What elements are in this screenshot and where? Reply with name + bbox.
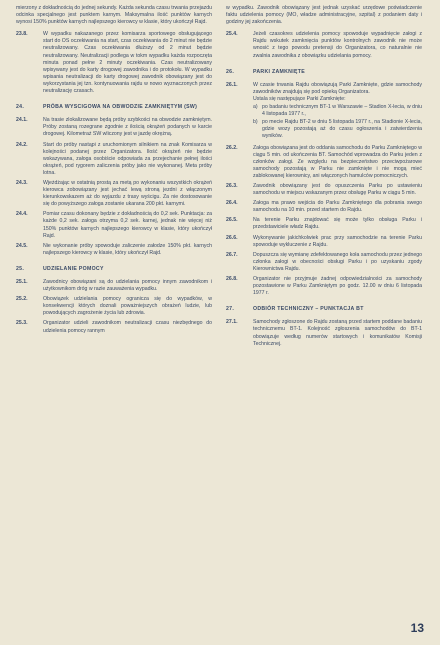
paragraph-number: 24.2. — [16, 141, 28, 148]
continued-paragraph: mierzony z dokładnością do jednej sekundy. Każda sekunda czasu trwania przejazdu odcinka specjalnego jest punktem karnym. Maksymalna ilość punktów karnych wynosi 150% punktów karnych najlepszego kierowcy w klasie, który ukończył Rajd. — [16, 5, 212, 26]
paragraph-26-7 — [226, 252, 422, 273]
paragraph-text: Wjeżdżając w ostatnią prostą za metą po wykonaniu wszystkich okrążeń kierowca zobowiązany jest jechać lewą stroną jezdni z włączonym kierunkowskazem aż do wyjazdu z trasy wyścigu. Za nie dostosowanie się do powyższego załoga zostanie ukarana 200 pkt. karnymi. — [43, 179, 212, 208]
parks-list — [253, 104, 422, 140]
paragraph-body — [253, 82, 422, 142]
paragraph-number: 26.3. — [226, 182, 238, 189]
section-title: PRÓBA WYSCIGOWA NA OBWODZIE ZAMKNIĘTYM (SW) — [43, 104, 198, 111]
section-number: 27. — [226, 306, 235, 313]
paragraph-number: 23.8. — [16, 31, 28, 38]
section-title: UDZIELANIE POMOCY — [43, 265, 104, 272]
right-column — [226, 5, 422, 351]
paragraph-26-4 — [226, 200, 422, 214]
paragraph-number: 24.1. — [16, 117, 28, 124]
paragraph-25-1 — [16, 279, 212, 293]
paragraph-26-1 — [226, 82, 422, 142]
paragraph-number: 25.4. — [226, 31, 238, 38]
paragraph-text: Załoga obowiązana jest do oddania samochodu do Parku Zamkniętego w ciągu 5 min. od ukończenia BT. Samochód wprowadza do Parku jeden z członków załogi. Ze względu na bezpieczeństwo przeciwpożarowe samochody pozostają w Parku nie zamknięte i nie mogą mieć zablokowanej kierownicy, ani włączonych hamulców pomocniczych. — [253, 144, 422, 179]
paragraph-number: 26.1. — [226, 81, 238, 88]
paragraph-number: 26.7. — [226, 251, 238, 258]
paragraph-text: Na trasie zlokalizowane będą próby szybkości na obwodzie zamkniętym. Próby zostaną rozegrane zgodnie z ilością okrążeń podanych w karcie drogowej. Kilometraż SW wliczony jest w jazdę okrężną. — [43, 117, 212, 138]
section-number: 26. — [226, 68, 235, 75]
paragraph-text: Zawodnik obowiązany jest do opuszczenia Parku po ustawieniu samochodu w miejscu wskazanym przez obsługę Parku w ciągu 5 min. — [253, 182, 422, 197]
paragraph-27-1 — [226, 319, 422, 347]
paragraph-text: W czasie trwania Rajdu obowiązują Parki Zamknięte, gdzie samochody zawodników znajdują się pod opieką Organizatora. — [253, 81, 422, 95]
paragraph-26-8 — [226, 276, 422, 297]
section-heading-25 — [16, 266, 212, 273]
paragraph-24-3 — [16, 180, 212, 208]
paragraph-number: 26.4. — [226, 200, 238, 207]
paragraph-24-4 — [16, 211, 212, 239]
paragraph-25-4 — [226, 31, 422, 59]
sublist-intro: Ustala się następujące Parki Zamknięte: — [253, 95, 346, 102]
section-heading-26 — [226, 69, 422, 76]
section-number: 25. — [16, 265, 25, 272]
list-item — [253, 119, 422, 140]
list-item-label: a) — [253, 104, 258, 111]
continued-paragraph: w wypadku. Zawodnik obowiązany jest jednak uzyskać urzędowe poświadczenie faktu udzielenia pomocy (MO, władze administracyjne, szpital) z podaniem daty i godziny jej zakończenia. — [226, 5, 422, 26]
paragraph-text: Nie wykonanie próby spowoduje zaliczenie załodze 150% pkt. karnych najlepszego kierowcy w klasie, który ukończył Rajd. — [43, 242, 212, 256]
list-item-label: b) — [253, 119, 258, 126]
paragraph-25-2 — [16, 296, 212, 317]
paragraph-text: Zawodnicy obowiązani są do udzielania pomocy innym zawodnikom i użytkownikom dróg w razie zauważenia wypadku. — [43, 279, 212, 293]
paragraph-text: Samochody zgłoszone do Rajdu zostaną przed startem poddane badaniu technicznemu BT-1. Kolejność zgłoszenia samochodów do BT-1 obowiązuje według numerów startowych i komunikatów Komisji Technicznej. — [253, 319, 422, 347]
paragraph-text: Załoga ma prawo wejścia do Parku Zamkniętego dla pobrania swego samochodu na 10 min. przed startem do Rajdu. — [253, 200, 422, 214]
paragraph-text: Dopuszcza się wymianę zdefektowanego koła samochodu przez jednego członka załogi w obecności obsługi Parku i po uzyskaniu zgody Kierownictwa Rajdu. — [253, 251, 422, 272]
paragraph-text: Wykonywanie jakichkolwiek prac przy samochodzie na terenie Parku spowoduje wykluczenie z Rajdu. — [253, 234, 422, 248]
paragraph-24-2 — [16, 142, 212, 177]
section-heading-27 — [226, 306, 422, 313]
paragraph-number: 25.2. — [16, 296, 28, 303]
paragraph-number: 24.3. — [16, 179, 28, 186]
paragraph-number: 26.2. — [226, 144, 238, 151]
section-title: PARKI ZAMKNIĘTE — [253, 68, 305, 75]
paragraph-number: 25.1. — [16, 279, 28, 285]
paragraph-text: Start do próby nastąpi z uruchomionym silnikiem na znak Komisarza w kolejności podanej przez Organizatora. Ilość okrążeń nie będzie wskazywana, załoga osobiście odpowiada za przejechanie pełnej ilości okrążeń, pod rygorem zaliczenia próby jako nie wykonanej. Meta próby lotna. — [43, 141, 212, 176]
paragraph-24-5 — [16, 243, 212, 257]
paragraph-text: W wypadku nakazanego przez komisarza sportowego obsługującego start do OS oczekiwania na start, czas oczekiwania do 2 minut nie będzie neutralizowany. Czas oczekiwania dłuższy od 2 minut będzie neutralizowany. Neutralizacji podlega w tokm wypadku każda rozpoczęta minuta ponad pełne 2 minuty oczekiwania. Czas neutralizowany wpisywany jest do karty drogowej zawodnika i do protokołu. W wypadku wpisania neutralizacji do karty drogowej zawodnik obowiązany jest do wykorzystania jej tzn. kontynuowania rajdu w nowo wyznaczonych przez neutralizację czasach. — [43, 31, 212, 95]
paragraph-text: Na terenie Parku znajdować się może tylko obsługa Parku i przedstawiciele władz Rajdu. — [253, 217, 422, 231]
paragraph-24-1 — [16, 117, 212, 138]
list-item-text: po badaniu technicznym BT-1 w Warszawie – Stadion X-lecia, w dniu 4 listopada 1977 r., — [262, 104, 422, 118]
page-number: 13 — [410, 621, 424, 635]
paragraph-23-8 — [16, 31, 212, 95]
paragraph-25-3 — [16, 320, 212, 334]
paragraph-26-6 — [226, 235, 422, 249]
paragraph-text: Pomiar czasu dokonany będzie z dokładnością do 0,2 sek. Punktacja: za każde 0,2 sek. załoga otrzyma 0,2 sek. karnej, jednak nie więcej niż 150% punktów karnych najlepszego kierowcy w klasie, który ukończył Rajd. — [43, 211, 212, 239]
paragraph-26-2 — [226, 145, 422, 180]
paragraph-text: Organizator nie przyjmuje żadnej odpowiedzialności za samochody pozostawione w Parku Zamkniętym po godz. 12.00 w dniu 6 listopada 1977 r. — [253, 276, 422, 297]
paragraph-number: 26.6. — [226, 234, 238, 241]
paragraph-26-5 — [226, 217, 422, 231]
paragraph-text: Obowiązek udzielania pomocy ogranicza się do wypadków, w konsekwencji których doznali poważniejszych obrażeń ludzie, lub powodujących zagrożenie życia lub zdrowia. — [43, 296, 212, 317]
section-title: ODBIÓR TECHNICZNY – PUNKTACJA BT — [253, 306, 364, 313]
section-number: 24. — [16, 104, 25, 111]
paragraph-text: Organizator udzieli zawodnikom neutralizacji czasu niezbędnego do udzielenia pomocy rannym — [43, 320, 212, 334]
paragraph-number: 24.4. — [16, 211, 28, 218]
paragraph-number: 26.8. — [226, 276, 238, 282]
section-heading-24 — [16, 104, 212, 111]
left-column — [16, 5, 212, 338]
paragraph-number: 25.3. — [16, 320, 28, 327]
list-item-text: po mecie Rajdu BT-2 w dniu 5 listopada 1977 r., na Stadionie X-lecia, gdzie wozy pozostają aż do czasu ogłoszenia i zatwierdzenia wyników. — [262, 119, 422, 140]
list-item — [253, 104, 422, 118]
paragraph-number: 24.5. — [16, 242, 28, 249]
paragraph-number: 27.1. — [226, 319, 238, 326]
paragraph-text: Jeżeli czasokres udzielenia pomocy spowoduje wypadnięcie załogi z Rajdu wskutek zamknięcia punktów kontrolnych zawodnik nie może wnosić z tego powodu pretensji do Organizatora, co naturalnie nie zwalnia zawodnika z obowiązku udzielania pomocy. — [253, 31, 422, 59]
paragraph-26-3 — [226, 183, 422, 197]
paragraph-number: 26.5. — [226, 217, 238, 224]
